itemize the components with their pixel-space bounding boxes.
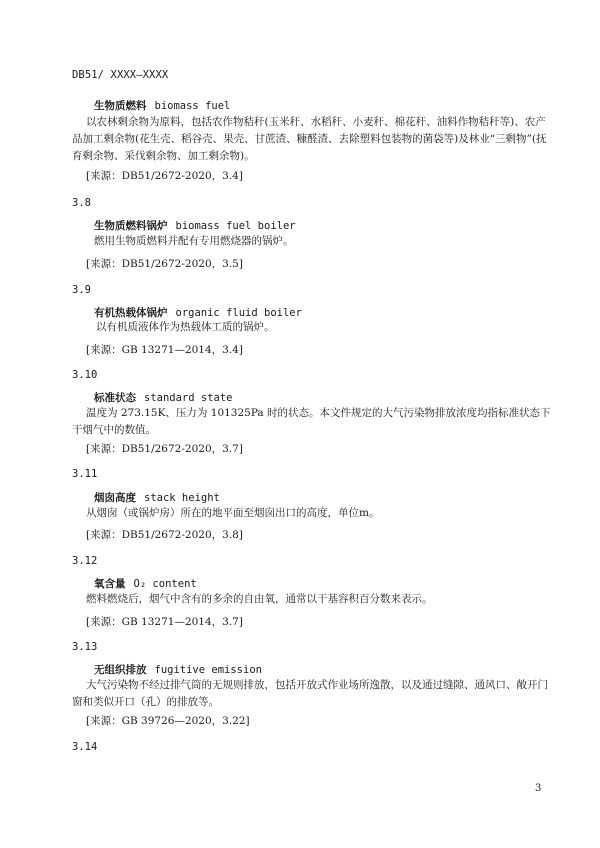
source-stack-height: [来源：DB51/2672-2020，3.8] [86, 529, 243, 541]
term-o2-content [94, 576, 197, 591]
term-cn: 有机热载体锅炉 [94, 307, 168, 319]
term-en: biomass fuel boiler [175, 220, 296, 232]
section-number-3-8: 3.8 [72, 197, 91, 209]
term-cn: 生物质燃料锅炉 [94, 220, 168, 232]
term-organic-fluid-boiler [94, 305, 302, 320]
section-number-3-13: 3.13 [72, 641, 98, 653]
term-fugitive-emission [94, 662, 262, 677]
term-biomass-fuel-boiler [94, 218, 296, 233]
section-number-3-11: 3.11 [72, 468, 98, 480]
definition-stack-height: 从烟囱（或锅炉房）所在的地平面至烟囱出口的高度，单位m。 [86, 507, 380, 519]
page-number: 3 [535, 783, 542, 794]
term-en: biomass fuel [154, 100, 231, 112]
term-cn: 无组织排放 [94, 664, 147, 676]
section-number-3-9: 3.9 [72, 284, 91, 296]
term-cn: 生物质燃料 [94, 100, 147, 112]
source-standard-state: [来源：DB51/2672-2020，3.7] [86, 443, 243, 455]
source-biomass-fuel: [来源：DB51/2672-2020，3.4] [86, 170, 243, 182]
term-en: fugitive emission [154, 664, 262, 676]
definition-organic-fluid-boiler: 以有机质液体作为热载体工质的锅炉。 [96, 321, 275, 333]
term-cn: 标准状态 [94, 392, 136, 404]
term-en: organic fluid boiler [175, 307, 302, 319]
term-en: O₂ content [133, 578, 197, 590]
source-o2-content: [来源：GB 13271—2014，3.7] [86, 616, 243, 628]
section-number-3-12: 3.12 [72, 555, 98, 567]
source-fugitive-emission: [来源：GB 39726—2020，3.22] [86, 715, 250, 727]
section-number-3-14: 3.14 [72, 741, 98, 753]
document-code-header: DB51/ XXXX—XXXX [72, 69, 169, 81]
section-number-3-10: 3.10 [72, 369, 98, 381]
term-cn: 氧含量 [94, 578, 126, 590]
definition-standard-state: 温度为 273.15K、压力为 101325Pa 时的状态。本文件规定的大气污染物排放浓度均指标准状态下干烟气中的数值。 [72, 407, 551, 436]
definition-biomass-fuel-boiler: 燃用生物质燃料并配有专用燃烧器的锅炉。 [94, 235, 294, 247]
term-en: stack height [144, 492, 220, 504]
definition-o2-content: 燃料燃烧后，烟气中含有的多余的自由氧，通常以干基容积百分数来表示。 [86, 593, 433, 605]
source-organic-fluid-boiler: [来源：GB 13271—2014，3.4] [86, 344, 243, 356]
term-cn: 烟囱高度 [94, 492, 136, 504]
term-biomass-fuel [94, 98, 230, 113]
term-stack-height [94, 490, 220, 505]
term-standard-state [94, 390, 233, 405]
term-en: standard state [144, 392, 233, 404]
definition-fugitive-emission: 大气污染物不经过排气筒的无规则排放，包括开放式作业场所逸散，以及通过缝隙、通风口、敞开门窗和类似开口（孔）的排放等。 [72, 679, 548, 708]
source-biomass-fuel-boiler: [来源：DB51/2672-2020，3.5] [86, 258, 243, 270]
definition-biomass-fuel: 以农林剩余物为原料，包括农作物秸秆(玉米秆、水稻秆、小麦秆、棉花秆、油料作物秸秆等)、农产品加工剩余物(花生壳、稻谷壳、果壳、甘蔗渣、糠醛渣、去除塑料包装物的菌袋等)及林业“三剩物”(抚育剩余物、采伐剩余物、加工剩余物)。 [72, 116, 547, 162]
